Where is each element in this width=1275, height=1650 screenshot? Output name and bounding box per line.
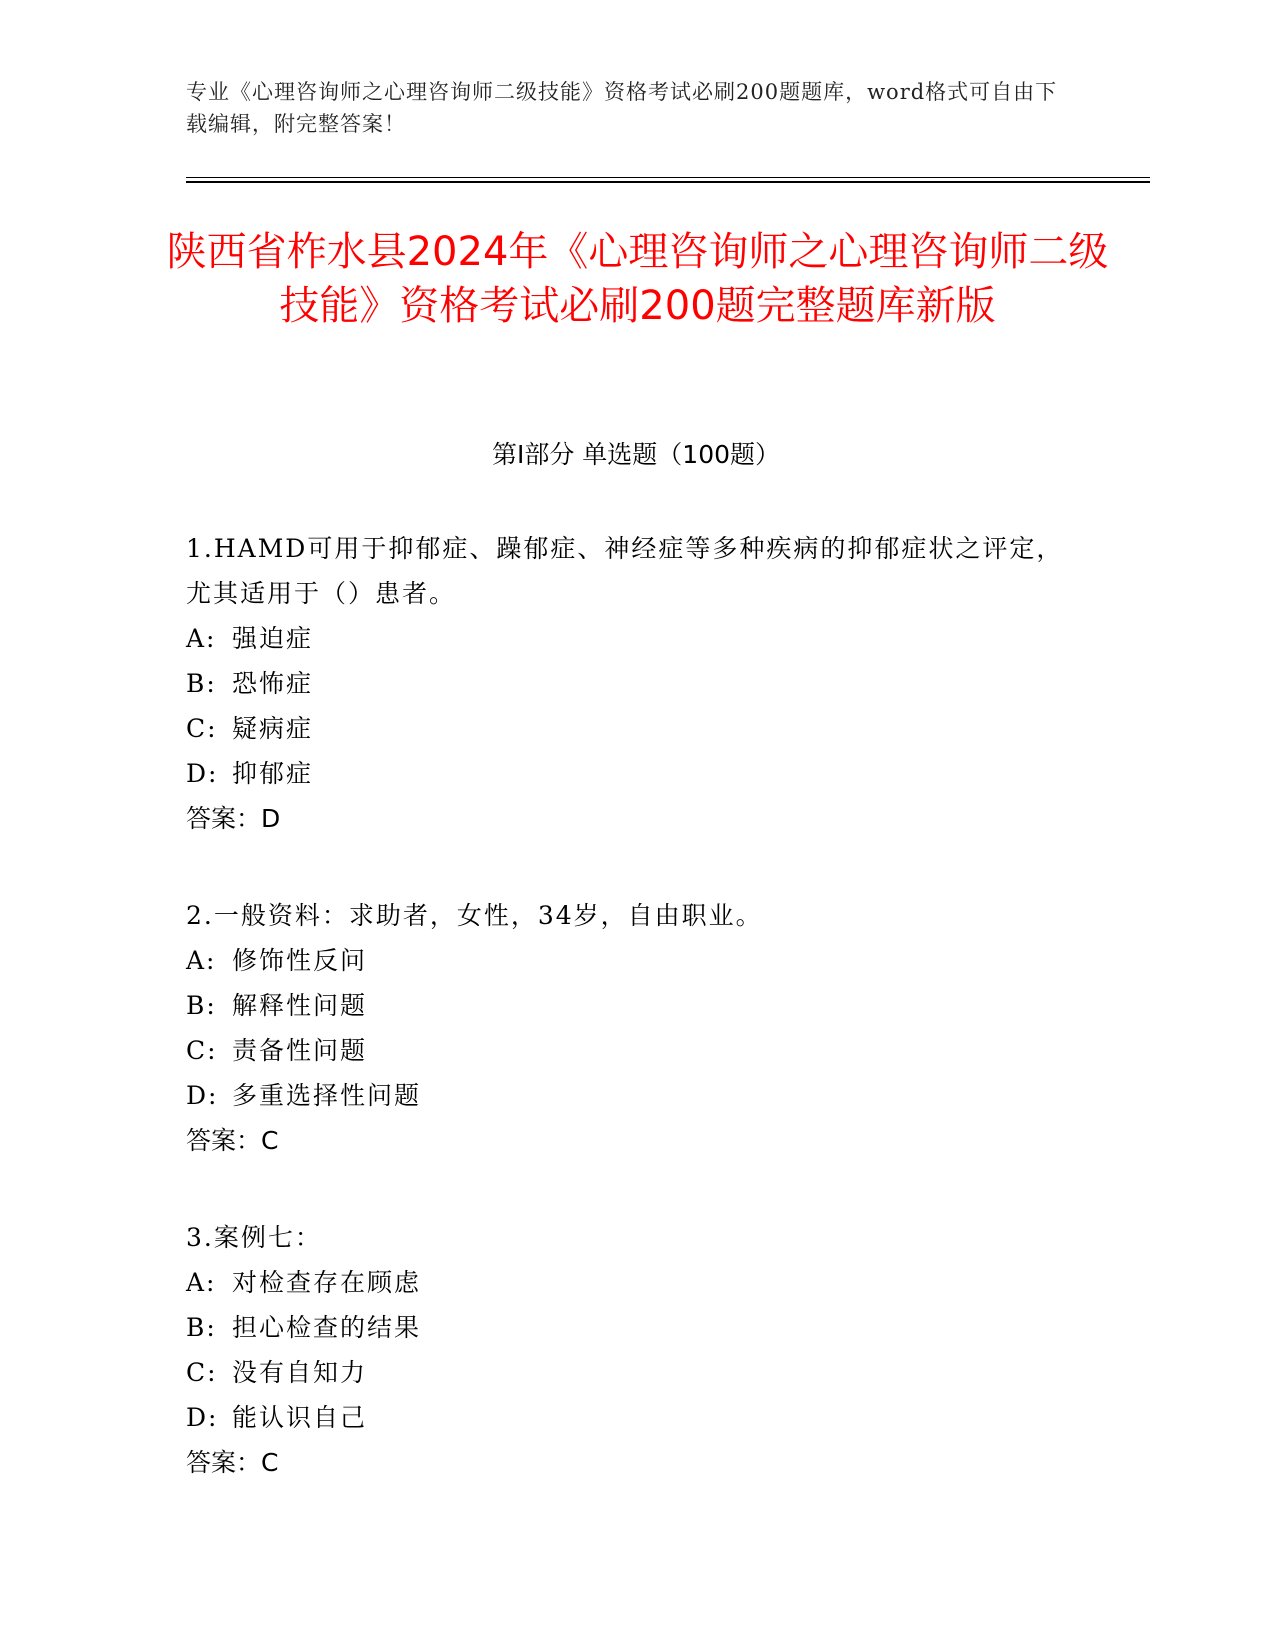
option-letter: A: <box>186 1268 217 1297</box>
option-b <box>186 661 1086 706</box>
option-b <box>186 983 1086 1028</box>
question-list <box>186 526 1086 1537</box>
option-text: 对检查存在顾虑 <box>232 1268 422 1297</box>
option-letter: B: <box>186 991 217 1020</box>
answer-line: 答案：C <box>186 1126 279 1155</box>
answer-line: 答案：C <box>186 1448 279 1477</box>
option-c <box>186 706 1086 751</box>
question-3 <box>186 1215 1086 1485</box>
question-2 <box>186 893 1086 1163</box>
option-text: 恐怖症 <box>232 669 314 698</box>
option-text: 强迫症 <box>232 624 314 653</box>
option-text: 没有自知力 <box>232 1358 368 1387</box>
option-text: 担心检查的结果 <box>232 1313 422 1342</box>
option-d <box>186 1395 1086 1440</box>
option-letter: D: <box>186 1403 219 1432</box>
option-text: 能认识自己 <box>232 1403 368 1432</box>
option-text: 多重选择性问题 <box>232 1081 422 1110</box>
option-d <box>186 1073 1086 1118</box>
option-letter: B: <box>186 669 217 698</box>
option-letter: D: <box>186 1081 219 1110</box>
option-a <box>186 616 1086 661</box>
option-text: 修饰性反问 <box>232 946 368 975</box>
document-title: 陕西省柞水县2024年《心理咨询师之心理咨询师二级技能》资格考试必刷200题完整题库新版 <box>166 229 1109 329</box>
option-letter: A: <box>186 946 217 975</box>
option-letter: D: <box>186 759 219 788</box>
question-stem: 3.案例七： <box>186 1223 322 1252</box>
option-letter: C: <box>186 1036 218 1065</box>
option-letter: C: <box>186 714 218 743</box>
option-c <box>186 1028 1086 1073</box>
option-letter: A: <box>186 624 217 653</box>
section-heading: 第Ⅰ部分 单选题（100题） <box>491 440 781 469</box>
option-text: 解释性问题 <box>232 991 368 1020</box>
option-c <box>186 1350 1086 1395</box>
option-text: 抑郁症 <box>232 759 314 788</box>
option-text: 疑病症 <box>232 714 314 743</box>
option-letter: B: <box>186 1313 217 1342</box>
answer-line: 答案：D <box>186 804 281 833</box>
option-a <box>186 1260 1086 1305</box>
option-d <box>186 751 1086 796</box>
question-1 <box>186 526 1086 841</box>
question-stem: 2.一般资料：求助者，女性，34岁，自由职业。 <box>186 901 763 930</box>
header-divider-top <box>186 177 1150 178</box>
question-stem: 1.HAMD可用于抑郁症、躁郁症、神经症等多种疾病的抑郁症状之评定，尤其适用于（）患者。 <box>186 534 1064 608</box>
option-letter: C: <box>186 1358 218 1387</box>
header-note: 专业《心理咨询师之心理咨询师二级技能》资格考试必刷200题题库，word格式可自由下载编辑，附完整答案！ <box>186 80 1058 136</box>
option-b <box>186 1305 1086 1350</box>
option-a <box>186 938 1086 983</box>
option-text: 责备性问题 <box>232 1036 368 1065</box>
header-divider-bottom <box>186 181 1150 183</box>
